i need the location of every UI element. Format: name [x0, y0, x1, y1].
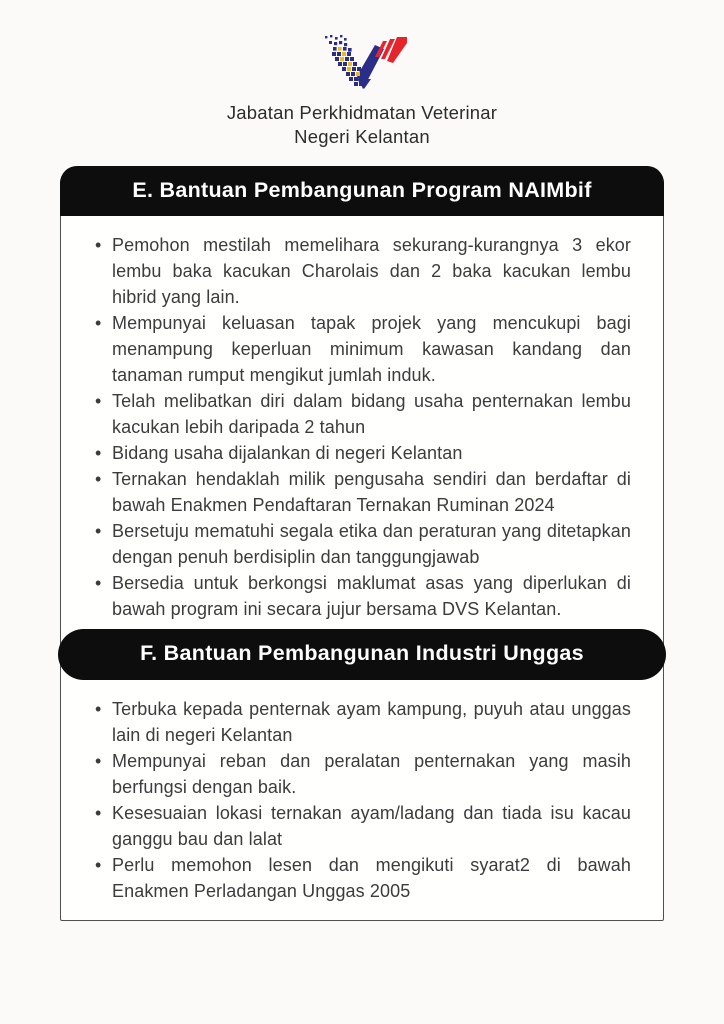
- list-item: • Telah melibatkan diri dalam bidang usaha penternakan lembu kacukan lebih daripada 2 tahun: [93, 388, 631, 440]
- section-title-naimbif: E. Bantuan Pembangunan Program NAIMbif: [60, 166, 664, 216]
- list-item: • Mempunyai keluasan tapak projek yang mencukupi bagi menampung keperluan minimum kawasan kandang dan tanaman rumput mengikut jumlah induk.: [93, 310, 631, 388]
- requirements-card: [60, 166, 664, 921]
- list-item: • Ternakan hendaklah milik pengusaha sendiri dan berdaftar di bawah Enakmen Pendaftaran Ternakan Ruminan 2024: [93, 466, 631, 518]
- list-item: • Pemohon mestilah memelihara sekurang-kurangnya 3 ekor lembu baka kacukan Charolais dan 2 baka kacukan lembu hibrid yang lain.: [93, 232, 631, 310]
- list-item: • Mempunyai reban dan peralatan penternakan yang masih berfungsi dengan baik.: [93, 748, 631, 800]
- list-item: • Terbuka kepada penternak ayam kampung, puyuh atau unggas lain di negeri Kelantan: [93, 696, 631, 748]
- list-item: • Kesesuaian lokasi ternakan ayam/ladang dan tiada isu kacau ganggu bau dan lalat: [93, 800, 631, 852]
- list-item: • Bersetuju mematuhi segala etika dan peraturan yang ditetapkan dengan penuh berdisiplin dan tanggungjawab: [93, 518, 631, 570]
- organization-name: [0, 101, 724, 149]
- section-unggas-body: [61, 680, 663, 920]
- list-item: • Bersedia untuk berkongsi maklumat asas yang diperlukan di bawah program ini secara jujur bersama DVS Kelantan.: [93, 570, 631, 622]
- organization-name-line1: Jabatan Perkhidmatan Veterinar: [226, 102, 498, 123]
- naimbif-requirements-list: [93, 232, 631, 622]
- dvs-veterinar-logo-icon: [316, 33, 408, 91]
- section-naimbif-body: [61, 216, 663, 622]
- list-item: • Perlu memohon lesen dan mengikuti syarat2 di bawah Enakmen Perladangan Unggas 2005: [93, 852, 631, 904]
- organization-name-line2: Negeri Kelantan: [294, 126, 430, 147]
- unggas-requirements-list: [93, 696, 631, 904]
- brand-header: [0, 0, 724, 149]
- section-title-unggas: F. Bantuan Pembangunan Industri Unggas: [58, 629, 666, 680]
- list-item: • Bidang usaha dijalankan di negeri Kelantan: [93, 440, 631, 466]
